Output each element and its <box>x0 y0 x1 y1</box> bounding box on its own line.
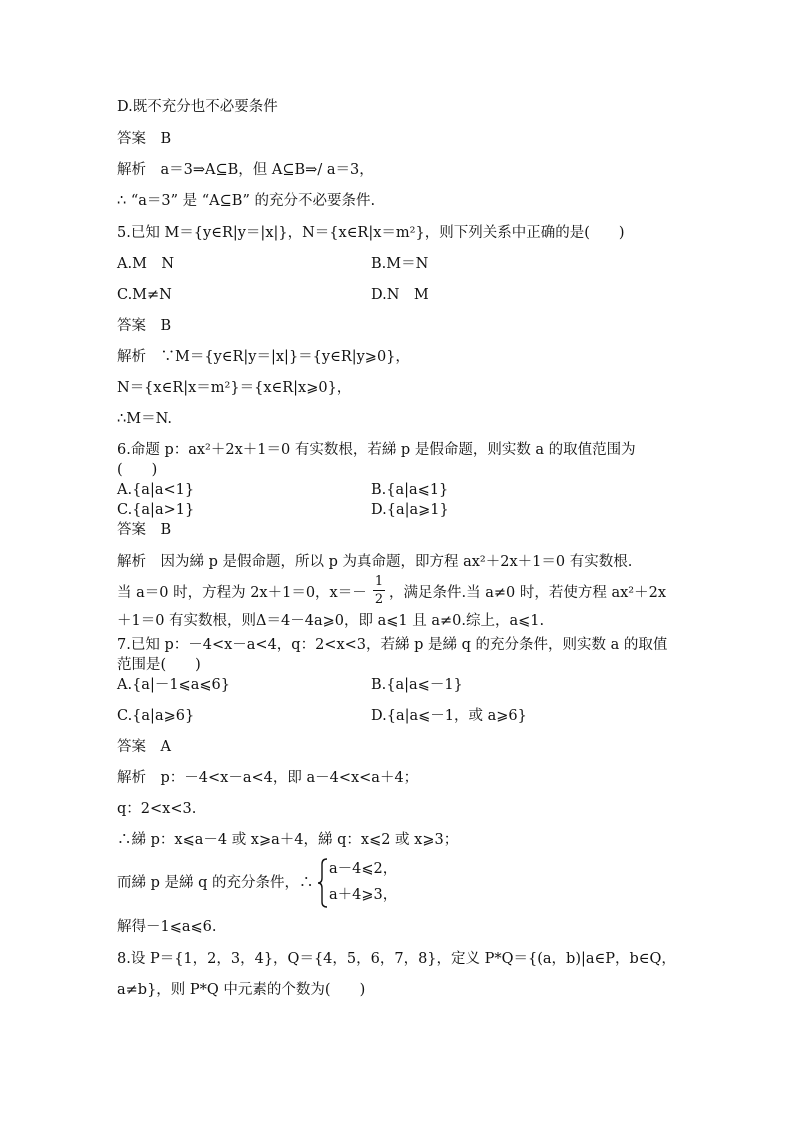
analysis-q6-line2-tail: ，满足条件.当 a≠0 时，若使方程 ax²＋2x <box>389 585 666 601</box>
answer-q5: 答案 B <box>117 318 172 334</box>
analysis-q6-line2-lead: 当 a＝0 时，方程为 2x＋1＝0，x＝－ <box>117 585 367 601</box>
analysis-q4-line1: 解析 a＝3⇒A⊆B，但 A⊆B⇒/ a＝3， <box>117 162 374 178</box>
analysis-q7-line2: q：2<x<3. <box>117 801 197 817</box>
system-condition-1: a－4⩽2， <box>329 861 398 877</box>
analysis-q7-system-lead: 而綈 p 是綈 q 的充分条件，∴ <box>117 875 314 891</box>
option-d-q5: D.N M <box>371 287 429 303</box>
question-6-blank: ( ) <box>117 462 158 478</box>
option-c-q5: C.M≠N <box>117 287 172 303</box>
option-d-q7: D.{a|a⩽－1，或 a⩾6} <box>371 708 527 724</box>
question-8: 8.设 P＝{1，2，3，4}，Q＝{4，5，6，7，8}，定义 P*Q＝{(a，b)|a∈P，b∈Q， <box>117 951 676 967</box>
option-b-q5: B.M＝N <box>371 256 429 272</box>
analysis-q6-line1: 解析 因为綈 p 是假命题，所以 p 为真命题，即方程 ax²＋2x＋1＝0 有实数根. <box>117 554 633 570</box>
analysis-q7-line3: ∴綈 p：x⩽a－4 或 x⩾a＋4，綈 q：x⩽2 或 x⩾3； <box>117 832 459 848</box>
answer-q4: 答案 B <box>117 131 172 147</box>
option-a-q6: A.{a|a<1} <box>117 482 195 498</box>
analysis-q6-line3: ＋1＝0 有实数根，则Δ＝4－4a⩾0，即 a⩽1 且 a≠0.综上，a⩽1. <box>117 613 545 629</box>
option-a-q7: A.{a|－1⩽a⩽6} <box>117 677 230 693</box>
system-condition-2: a＋4⩾3， <box>329 887 398 903</box>
option-d-q4: D.既不充分也不必要条件 <box>117 99 278 115</box>
question-5: 5.已知 M＝{y∈R|y＝|x|}，N＝{x∈R|x＝m²}，则下列关系中正确的是( ) <box>117 225 625 241</box>
option-b-q6: B.{a|a⩽1} <box>371 482 449 498</box>
option-a-q5: A.M N <box>117 256 175 272</box>
analysis-q5-line2: N＝{x∈R|x＝m²}＝{x∈R|x⩾0}， <box>117 380 352 396</box>
option-d-q6: D.{a|a⩾1} <box>371 502 449 518</box>
option-b-q7: B.{a|a⩽－1} <box>371 677 463 693</box>
question-8-cont: a≠b}，则 P*Q 中元素的个数为( ) <box>117 982 366 998</box>
answer-q7: 答案 A <box>117 739 171 755</box>
fraction-one-half <box>373 574 385 607</box>
question-7-cont: 范围是( ) <box>117 657 201 673</box>
fraction-bar <box>373 590 385 591</box>
question-6: 6.命题 p：ax²＋2x＋1＝0 有实数根，若綈 p 是假命题，则实数 a 的取值范围为 <box>117 442 636 458</box>
fraction-denominator: 2 <box>374 592 384 607</box>
left-brace-icon <box>317 858 329 908</box>
option-c-q6: C.{a|a>1} <box>117 502 195 518</box>
analysis-q5-line1: 解析 ∵M＝{y∈R|y＝|x|}＝{y∈R|y⩾0}， <box>117 349 410 365</box>
answer-q6: 答案 B <box>117 522 172 538</box>
analysis-q7-result: 解得－1⩽a⩽6. <box>117 919 217 935</box>
analysis-q7-line1: 解析 p：－4<x－a<4，即 a－4<x<a＋4； <box>117 770 419 786</box>
fraction-numerator: 1 <box>374 574 384 589</box>
question-7: 7.已知 p：－4<x－a<4，q：2<x<3，若綈 p 是綈 q 的充分条件，则实数 a 的取值 <box>117 637 668 653</box>
analysis-q4-line2: ∴ “a＝3” 是 “A⊆B” 的充分不必要条件. <box>117 193 376 209</box>
analysis-q5-line3: ∴M＝N. <box>117 411 172 427</box>
option-c-q7: C.{a|a⩾6} <box>117 708 195 724</box>
